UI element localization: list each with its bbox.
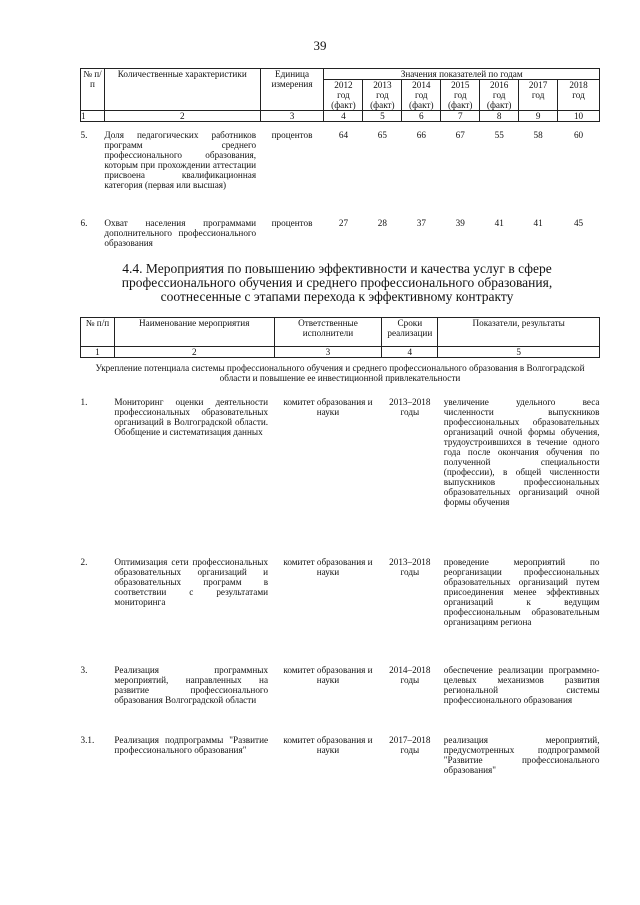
column-number: 5 [438,347,600,358]
row-number: 2. [80,557,88,567]
row-terms: 2017–2018 годы [389,735,431,755]
table1-year-header: 2017 год [519,80,558,111]
row-activity: Реализация программных мероприятий, направленных на развитие профессионального образования Волгоградской области [114,665,269,705]
row-unit: процентов [271,130,313,140]
column-number: 4 [324,111,363,122]
table2-header-responsible: Ответственные исполнители [274,318,382,347]
column-number: 1 [81,111,105,122]
activities-table [80,317,600,775]
row-number: 1. [80,397,88,407]
row-characteristic: Охват населения программами дополнительного профессионального образования [104,218,257,248]
table2-header-indicators: Показатели, результаты [438,318,600,347]
table-row [81,212,600,248]
row-responsible: комитет образования и науки [283,735,373,755]
row-value: 65 [377,130,387,140]
row-responsible: комитет образования и науки [283,557,373,577]
row-terms: 2014–2018 годы [389,665,431,685]
table1-year-header: 2014 год (факт) [402,80,441,111]
row-value: 41 [533,218,543,228]
column-number: 7 [441,111,480,122]
row-result: увеличение удельного веса численности выпускников профессиональных образовательных организаций очной формы обучения, трудоустроившихся в течение одного года после окончания обучения по полученной специальности (профессии), в общей численности выпускников профессиональных образовательных организаций очной формы обучения [443,397,600,507]
table-row [81,735,600,775]
row-value: 64 [338,130,349,140]
table2-header-num: № п/п [81,318,115,347]
row-value: 66 [416,130,426,140]
table1-header-unit: Единица измерения [260,69,324,111]
column-number: 3 [274,347,382,358]
row-result: обеспечение реализации программно-целевых механизмов развития региональной системы профессионального образования [443,665,600,705]
table2-header-activity: Наименование мероприятия [114,318,274,347]
row-value: 60 [573,130,584,140]
row-value: 41 [494,218,504,228]
row-activity: Оптимизация сети профессиональных образовательных организаций и образовательных программ в соответствии с результатами мониторинга [114,557,269,607]
row-number: 3. [80,665,88,675]
table1-year-header: 2012 год (факт) [324,80,363,111]
row-value: 58 [533,130,543,140]
row-number: 3.1. [80,735,95,745]
row-value: 28 [377,218,387,228]
row-result: проведение мероприятий по реорганизации профессиональных образовательных организаций путем присоединения менее эффективных организаций к ведущим профессиональным образовательным организациям региона [443,557,600,627]
row-characteristic: Доля педагогических работников программ среднего профессионального образования, которым при прохождении аттестации присвоена квалификационная категория (первая или высшая) [104,130,257,190]
table-row [81,122,600,213]
row-activity: Реализация подпрограммы "Развитие профессионального образования" [114,735,269,755]
table1-header-characteristic: Количественные характеристики [104,69,260,111]
row-number: 5. [80,130,88,140]
table2-column-numbers-row [81,347,600,358]
row-number: 6. [80,218,88,228]
column-number: 9 [519,111,558,122]
table-row [81,557,600,665]
table1-year-header: 2015 год (факт) [441,80,480,111]
table2-header-row [81,318,600,347]
table1-year-header: 2018 год [558,80,600,111]
group-title: Укрепление потенциала системы профессионального обучения и среднего профессионального образования в Волгоградской области и повышение ее инвестиционной привлекательности [95,363,585,383]
page-number: 39 [313,38,327,53]
column-number: 1 [81,347,115,358]
column-number: 3 [260,111,324,122]
column-number: 4 [382,347,438,358]
table-row [81,665,600,735]
table1-column-numbers-row [81,111,600,122]
column-number: 8 [480,111,519,122]
row-terms: 2013–2018 годы [389,397,431,417]
indicators-table [80,68,600,248]
row-unit: процентов [271,218,313,228]
row-value: 67 [455,130,465,140]
row-responsible: комитет образования и науки [283,665,373,685]
row-value: 55 [494,130,504,140]
row-terms: 2013–2018 годы [389,557,431,577]
column-number: 6 [402,111,441,122]
row-responsible: комитет образования и науки [283,397,373,417]
row-value: 45 [573,218,584,228]
column-number: 2 [114,347,274,358]
table-row [81,397,600,557]
table2-group-row [81,358,600,398]
section-title: 4.4. Мероприятия по повышению эффективности и качества услуг в сфере профессионального обучения и среднего профессионального образования, соотнесенные с этапами перехода к эффективному контракту [121,261,553,304]
table1-year-header: 2016 год (факт) [480,80,519,111]
column-number: 2 [104,111,260,122]
row-value: 39 [455,218,465,228]
table2-header-terms: Сроки реализации [382,318,438,347]
column-number: 10 [558,111,600,122]
row-value: 37 [416,218,426,228]
row-activity: Мониторинг оценки деятельности профессиональных образовательных организаций в Волгоградской области. Обобщение и систематизация данных [114,397,269,437]
table1-header-values-group: Значения показателей по годам [324,69,600,80]
table1-header-num: № п/п [81,69,105,111]
row-result: реализация мероприятий, предусмотренных подпрограммой "Развитие профессионального образования" [443,735,600,775]
column-number: 5 [363,111,402,122]
row-value: 27 [338,218,349,228]
table1-header-row [81,69,600,80]
table1-year-header: 2013 год (факт) [363,80,402,111]
